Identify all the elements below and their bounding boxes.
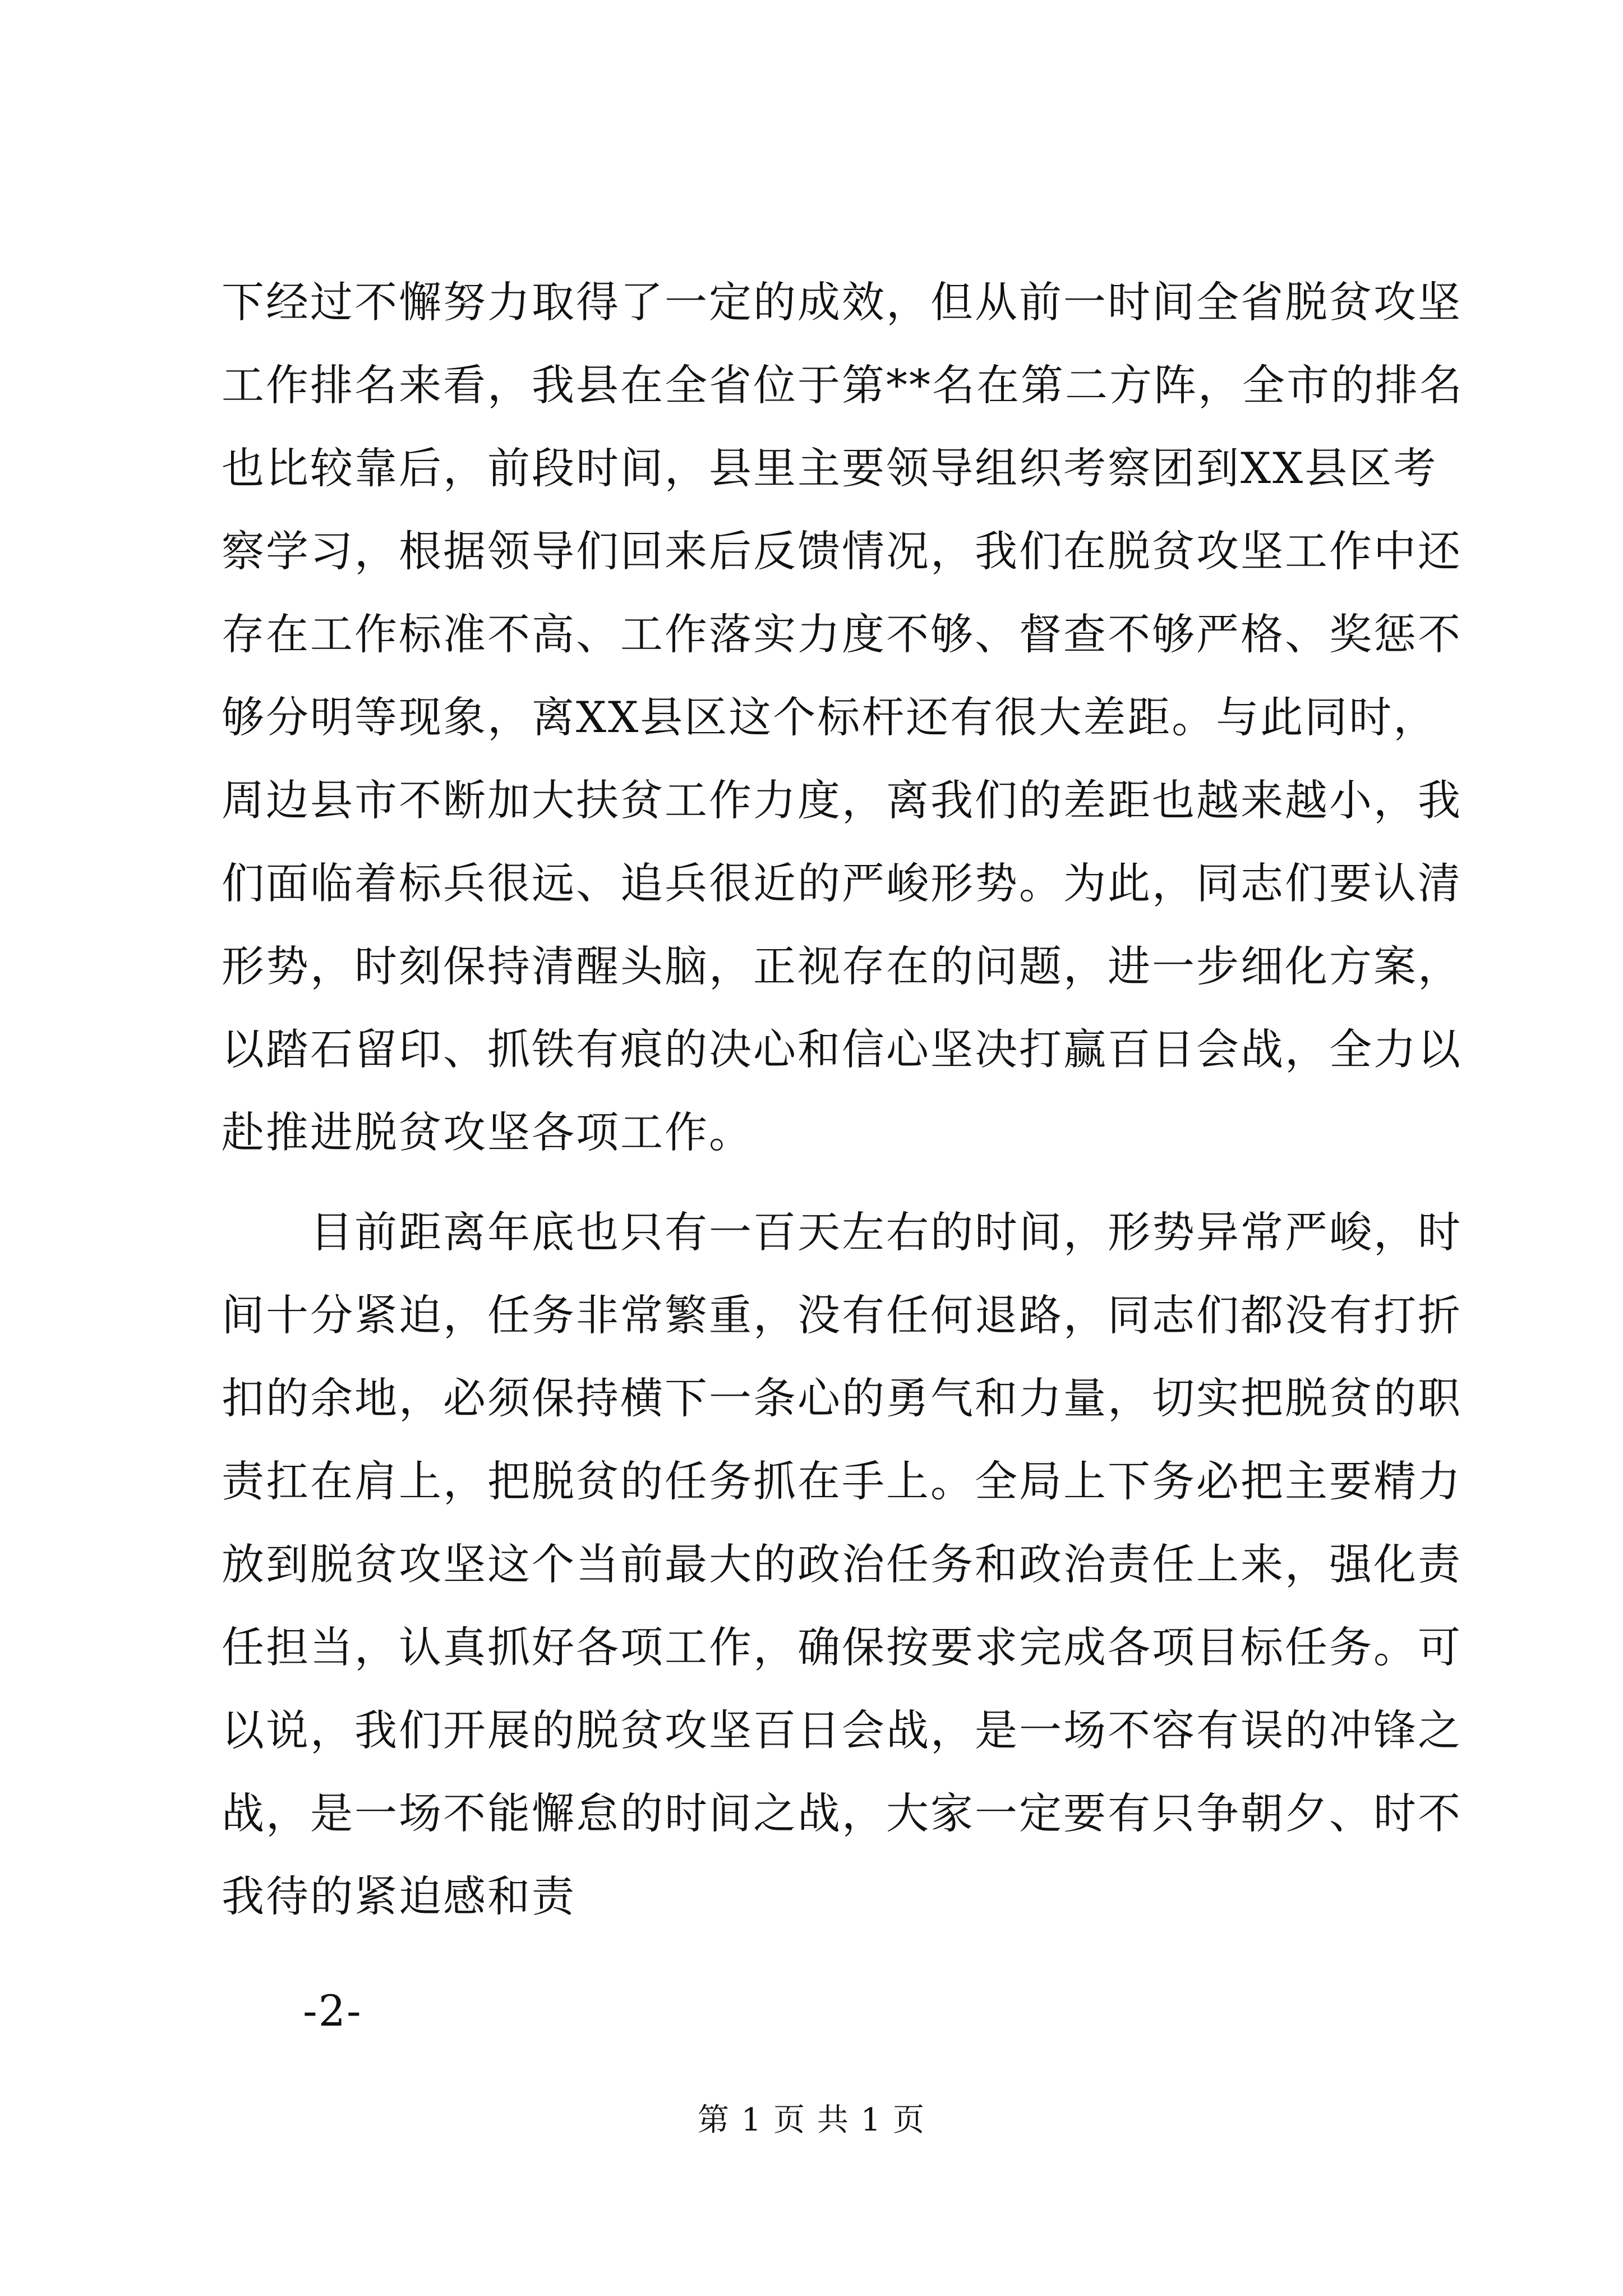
text-line: 战，是一场不能懈怠的时间之战，大家一定要有只争朝夕、时不 — [222, 1788, 1462, 1838]
text-line: 责扛在肩上，把脱贫的任务抓在手上。全局上下务必把主要精力 — [222, 1456, 1462, 1506]
paragraph-gap — [222, 1174, 1422, 1191]
text-line: 赴推进脱贫攻坚各项工作。 — [222, 1107, 753, 1157]
page-footer: 第 1 页 共 1 页 — [697, 2102, 926, 2138]
body-text — [222, 261, 1464, 1938]
text-line: 以踏石留印、抓铁有痕的决心和信心坚决打赢百日会战，全力以 — [222, 1024, 1462, 1074]
text-line: 任担当，认真抓好各项工作，确保按要求完成各项目标任务。可 — [222, 1622, 1462, 1672]
page-number-mark: -2- — [303, 1986, 362, 2036]
text-line: 扣的余地，必须保持横下一条心的勇气和力量，切实把脱贫的职 — [222, 1373, 1462, 1423]
text-line: 存在工作标准不高、工作落实力度不够、督查不够严格、奖惩不 — [222, 609, 1462, 659]
text-line: 也比较靠后，前段时间，县里主要领导组织考察团到XX县区考 — [222, 443, 1438, 493]
text-line: 够分明等现象，离XX县区这个标杆还有很大差距。与此同时， — [222, 692, 1438, 742]
text-line: 以说，我们开展的脱贫攻坚百日会战，是一场不容有误的冲锋之 — [222, 1705, 1462, 1755]
text-line: 工作排名来看，我县在全省位于第**名在第二方阵，全市的排名 — [222, 360, 1464, 410]
text-line: 形势，时刻保持清醒头脑，正视存在的问题，进一步细化方案， — [222, 941, 1462, 991]
text-line: 察学习，根据领导们回来后反馈情况，我们在脱贫攻坚工作中还 — [222, 526, 1462, 576]
text-line: 下经过不懈努力取得了一定的成效，但从前一时间全省脱贫攻坚 — [222, 277, 1462, 327]
text-line: 们面临着标兵很远、追兵很近的严峻形势。为此，同志们要认清 — [222, 858, 1462, 908]
text-line: 目前距离年底也只有一百天左右的时间，形势异常严峻，时 — [222, 1207, 1462, 1257]
text-line: 放到脱贫攻坚这个当前最大的政治任务和政治责任上来，强化责 — [222, 1539, 1462, 1589]
text-line: 周边县市不断加大扶贫工作力度，离我们的差距也越来越小，我 — [222, 775, 1462, 825]
text-line: 间十分紧迫，任务非常繁重，没有任何退路，同志们都没有打折 — [222, 1290, 1462, 1340]
text-line: 我待的紧迫感和责 — [222, 1871, 576, 1921]
